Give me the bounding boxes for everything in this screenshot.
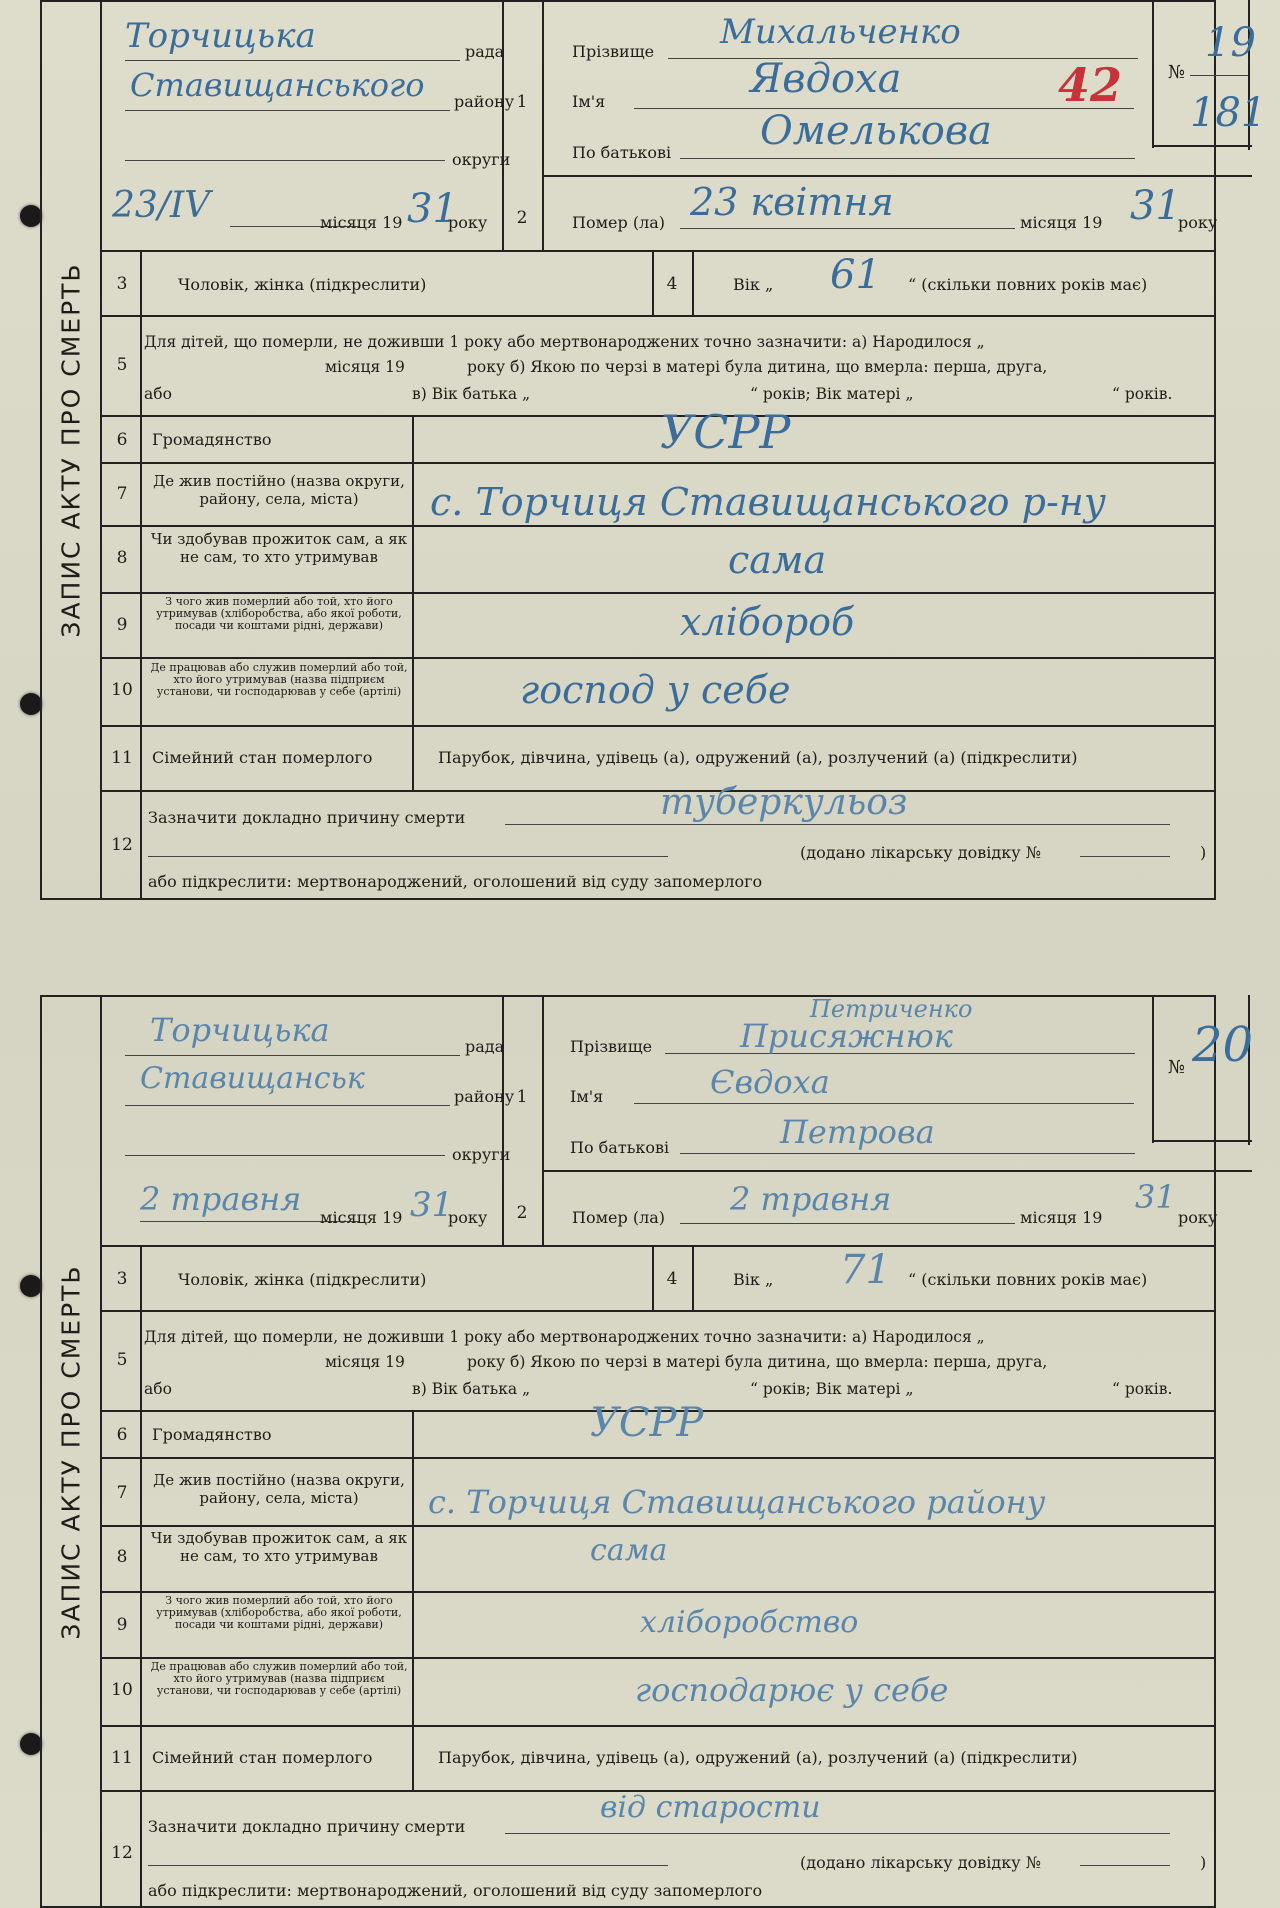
okrugy-label: округи: [452, 1145, 511, 1164]
residence-value: с. Торчиця Ставищанського району: [428, 1483, 1046, 1521]
residence-label: Де жив постійно (назва округи, району, села, міста): [153, 1471, 405, 1507]
livelihood-value: сама: [590, 1533, 668, 1568]
number-top: 20: [1192, 1017, 1254, 1073]
cert-label: (додано лікарську довідку №: [800, 843, 1041, 862]
rayon-label: району: [454, 92, 515, 111]
age-prefix: Вік „: [733, 1270, 774, 1289]
age-suffix: “ (скільки повних років має): [908, 275, 1148, 294]
record-frame: [100, 995, 1216, 1908]
name-label: Ім'я: [572, 92, 606, 111]
death-year-label: року: [1178, 213, 1218, 232]
patronymic-value: Омелькова: [760, 108, 992, 154]
reg-year-label: року: [448, 213, 488, 232]
number-bottom: 181: [1190, 90, 1267, 136]
death-year-value: 31: [1135, 1178, 1176, 1216]
binder-hole: [20, 693, 42, 715]
binder-hole: [20, 205, 42, 227]
stillborn-label: або підкреслити: мертвонароджений, оголошений від суду запомерлого: [148, 1881, 763, 1900]
side-title: ЗАПИС АКТУ ПРО СМЕРТЬ: [56, 262, 86, 638]
reg-date-value: 23/IV: [112, 185, 211, 226]
citizenship-label: Громадянство: [152, 1425, 272, 1444]
died-label: Помер (ла): [572, 1208, 666, 1227]
children-line2a: місяця 19: [325, 358, 405, 376]
cert-end: ): [1200, 1853, 1207, 1872]
source-label: З чого жив померлий або той, хто його утримував (хліборобства, або якої роботи, посади чи коштами рідні, держави): [156, 595, 402, 632]
name-label: Ім'я: [570, 1087, 604, 1106]
surname-label: Прізвище: [570, 1037, 653, 1056]
reg-year-value: 31: [407, 186, 458, 232]
age-suffix: “ (скільки повних років має): [908, 1270, 1148, 1289]
livelihood-value: сама: [728, 538, 827, 582]
citizenship-label: Громадянство: [152, 430, 272, 449]
children-line3d: “ років.: [1112, 1380, 1173, 1398]
children-line3d: “ років.: [1112, 385, 1173, 403]
citizenship-value: УСРР: [590, 1400, 704, 1446]
livelihood-label: Чи здобував прожиток сам, а як не сам, то хто утримував: [150, 1529, 408, 1565]
age-value: 71: [840, 1247, 891, 1293]
rayon-label: району: [454, 1087, 515, 1106]
cause-value: туберкульоз: [660, 782, 908, 823]
death-day-value: 23 квітня: [690, 180, 894, 224]
reg-date-value: 2 травня: [140, 1180, 302, 1218]
residence-value: с. Торчиця Ставищанського р-ну: [430, 480, 1106, 524]
children-line3a: або: [144, 1380, 172, 1398]
reg-year-label: року: [448, 1208, 488, 1227]
children-line2b: року б) Якою по черзі в матері була дитина, що вмерла: перша, друга,: [467, 1353, 1048, 1371]
age-prefix: Вік „: [733, 275, 774, 294]
patronymic-label: По батькові: [570, 1138, 670, 1157]
children-line1: Для дітей, що померли, не доживши 1 року або мертвонароджених точно зазначити: а) Народилося „: [144, 333, 985, 351]
no-label: №: [1168, 1057, 1186, 1078]
number-top: 19: [1205, 20, 1256, 66]
age-value: 61: [830, 252, 881, 298]
cert-label: (додано лікарську довідку №: [800, 1853, 1041, 1872]
sex-label: Чоловік, жінка (підкреслити): [178, 275, 427, 294]
rayon-value: Ставищанського: [130, 66, 425, 104]
death-day-value: 2 травня: [730, 1180, 892, 1218]
cause-label: Зазначити докладно причину смерти: [148, 1817, 466, 1836]
children-line3a: або: [144, 385, 172, 403]
death-month-label: місяця 19: [1020, 1208, 1103, 1227]
side-title: ЗАПИС АКТУ ПРО СМЕРТЬ: [56, 1263, 86, 1640]
livelihood-label: Чи здобував прожиток сам, а як не сам, то хто утримував: [150, 530, 408, 566]
reg-year-value: 31: [410, 1185, 454, 1225]
okrugy-label: округи: [452, 150, 511, 169]
rada-label: рада: [465, 1037, 505, 1056]
children-line2a: місяця 19: [325, 1353, 405, 1371]
rada-value: Торчицька: [150, 1011, 330, 1049]
reg-month-label: місяця 19: [320, 1208, 403, 1227]
citizenship-value: УСРР: [660, 405, 791, 459]
children-line3c: “ років; Вік матері „: [750, 385, 914, 403]
name-value: Явдоха: [750, 56, 902, 102]
marital-options: Парубок, дівчина, удівець (а), одружений (а), розлучений (а) (підкреслити): [438, 1748, 1078, 1767]
death-year-label: року: [1178, 1208, 1218, 1227]
no-label: №: [1168, 62, 1186, 83]
workplace-label: Де працював або служив померлий або той, хто його утримував (назва підприєм установи, чи господарював у себе (артілі): [150, 661, 408, 698]
children-line2b: року б) Якою по черзі в матері була дитина, що вмерла: перша, друга,: [467, 358, 1048, 376]
reg-month-label: місяця 19: [320, 213, 403, 232]
workplace-label: Де працював або служив померлий або той, хто його утримував (назва підприєм установи, чи господарював у себе (артілі): [150, 1660, 408, 1697]
surname-value: Присяжнюк: [740, 1017, 953, 1055]
patronymic-label: По батькові: [572, 143, 672, 162]
surname-label: Прізвище: [572, 42, 655, 61]
children-line3b: в) Вік батька „: [412, 1380, 531, 1398]
children-line1: Для дітей, що померли, не доживши 1 року або мертвонароджених точно зазначити: а) Народилося „: [144, 1328, 985, 1346]
stillborn-label: або підкреслити: мертвонароджений, оголошений від суду запомерлого: [148, 872, 763, 891]
surname-over-value: Петриченко: [810, 995, 973, 1023]
patronymic-value: Петрова: [780, 1113, 935, 1151]
marital-label: Сімейний стан померлого: [152, 1748, 373, 1767]
marital-label: Сімейний стан померлого: [152, 748, 373, 767]
name-value: Євдоха: [710, 1063, 830, 1101]
rayon-value: Ставищанськ: [140, 1061, 365, 1096]
workplace-value: господ у себе: [520, 668, 791, 712]
death-record-2: ЗАПИС АКТУ ПРО СМЕРТЬ Торчицька рада Ставищанськ району округи 2 травня місяця 19 31 року 1 2 Петриченко Прізвище Присяжнюк Ім'я Євдоха По батькові Петрова № 20 Помер (ла) 2 травня місяця 19 31 року 3 Чоловік, жінка (підкреслити) 4 Вік „ 71 “ (скільки повних років має) 5 Для дітей, що померли, не доживши 1 року або мертвонароджених точно зазначити: а) Народилося „ місяця 19 року б) Якою по черзі в матері була дитина, що вмерла: перша, друга, або в) Вік батька „ “ років; Вік матері „ “ років. 6 Громадянство УСРР 7 Де жив постійно (назва округи, району, села, міста) с. Торчиця Ставищанського району 8 Чи здобував прожиток сам, а як не сам, то хто утримував сама 9 З чого жив померлий або той, хто його утримував (хліборобства, або якої роботи, посади чи коштами рідні, держави) хліборобство 10 Де працював або служив померлий або той, хто його утримував (назва підприєм установи, чи господарював у себе (артілі) господарює у себе 11 Сімейний стан померлого Парубок, дівчина, удівець (а), одружений (а), розлучений (а) (підкреслити) 12 Зазначити докладно причину смерти від старости (додано лікарську довідку № ) або підкреслити: мертвонароджений, оголошений від суду запомерлого: [40, 995, 1216, 1908]
workplace-value: господарює у себе: [635, 1671, 949, 1709]
death-year-value: 31: [1130, 183, 1181, 229]
marital-options: Парубок, дівчина, удівець (а), одружений (а), розлучений (а) (підкреслити): [438, 748, 1078, 767]
binder-hole: [20, 1275, 42, 1297]
sex-label: Чоловік, жінка (підкреслити): [178, 1270, 427, 1289]
red-mark: 42: [1058, 58, 1123, 112]
surname-value: Михальченко: [720, 12, 961, 52]
cause-label: Зазначити докладно причину смерти: [148, 808, 466, 827]
death-record-1: ЗАПИС АКТУ ПРО СМЕРТЬ Торчицька рада Ставищанського району округи 23/IV місяця 19 31 року 1 2 Прізвище Михальченко Ім'я Явдоха 42 По батькові Омелькова № 19 181 Помер (ла) 23 квітня місяця 19 31 року 3 Чоловік, жінка (підкреслити) 4 Вік „ 61 “ (скільки повних років має) 5 Для дітей, що померли, не доживши 1 року або мертвонароджених точно зазначити: а) Народилося „ місяця 19 року б) Якою по черзі в матері була дитина, що вмерла: перша, друга, або в) Вік батька „ “ років; Вік матері „ “ років. 6 Громадянство УСРР 7 Де жив постійно (назва округи, району, села, міста) с. Торчиця Ставищанського р-ну 8 Чи здобував прожиток сам, а як не сам, то хто утримував сама 9 З чого жив померлий або той, хто його утримував (хліборобства, або якої роботи, посади чи коштами рідні, держави) хлібороб 10 Де працював або служив померлий або той, хто його утримував (назва підприєм установи, чи господарював у себе (артілі) господ у себе 11 Сімейний стан померлого Парубок, дівчина, удівець (а), одружений (а), розлучений (а) (підкреслити) 12 Зазначити докладно причину смерти туберкульоз (додано лікарську довідку № ) або підкреслити: мертвонароджений, оголошений від суду запомерлого: [40, 0, 1216, 900]
source-label: З чого жив померлий або той, хто його утримував (хліборобства, або якої роботи, посади чи коштами рідні, держави): [156, 1594, 402, 1631]
record-sidebar: [40, 0, 102, 900]
children-line3c: “ років; Вік матері „: [750, 1380, 914, 1398]
cert-end: ): [1200, 843, 1207, 862]
children-line3b: в) Вік батька „: [412, 385, 531, 403]
rada-label: рада: [465, 42, 505, 61]
death-month-label: місяця 19: [1020, 213, 1103, 232]
source-value: хлібороб: [680, 600, 855, 644]
residence-label: Де жив постійно (назва округи, району, села, міста): [153, 472, 405, 508]
rada-value: Торчицька: [125, 16, 316, 56]
died-label: Помер (ла): [572, 213, 666, 232]
record-sidebar: [40, 995, 102, 1908]
cause-value: від старости: [600, 1790, 821, 1825]
source-value: хліборобство: [640, 1605, 859, 1640]
binder-hole: [20, 1733, 42, 1755]
